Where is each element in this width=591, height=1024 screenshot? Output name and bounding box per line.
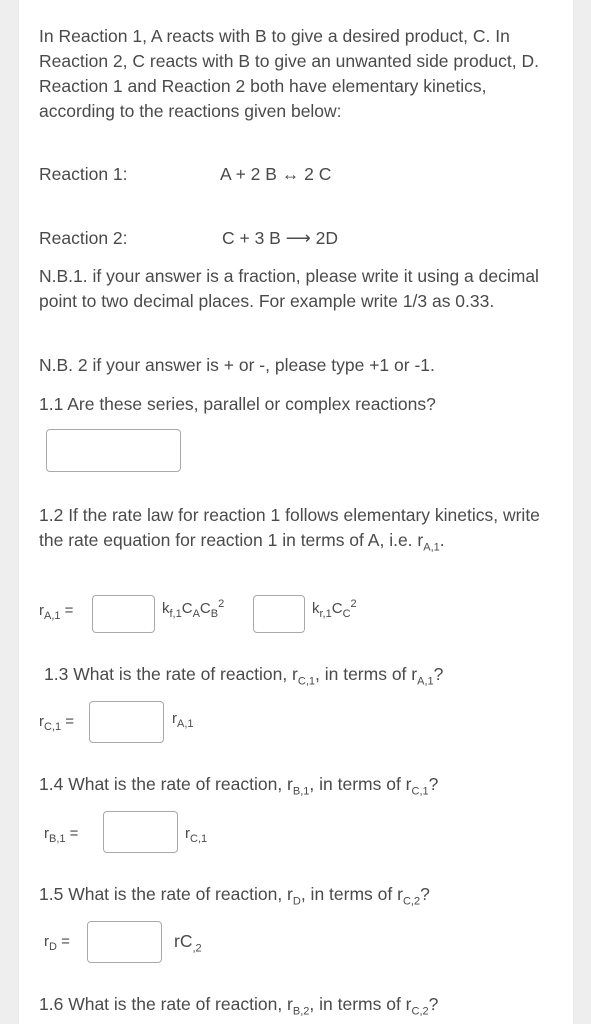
c-sub: C xyxy=(342,608,351,620)
r-symbol: rC xyxy=(174,931,193,951)
q-sub: B,1 xyxy=(292,785,310,798)
k-symbol: k xyxy=(162,600,170,617)
answer-input-1-3[interactable] xyxy=(89,701,164,743)
r-symbol: r xyxy=(39,602,44,619)
rate-a1-term xyxy=(172,710,194,730)
k-sub: r,1 xyxy=(319,608,332,620)
term-reverse xyxy=(312,598,357,620)
q-text: 1.6 What is the rate of reaction, r xyxy=(39,994,293,1014)
rate-c1-label xyxy=(39,713,75,733)
equals-sign: = xyxy=(60,602,74,619)
question-1-6 xyxy=(39,994,439,1018)
q-text: ? xyxy=(420,884,430,904)
reaction2-label: Reaction 2: xyxy=(39,228,128,248)
q-text: 1.5 What is the rate of reaction, r xyxy=(39,884,293,904)
r-symbol: r xyxy=(185,825,190,842)
c-sub: B xyxy=(210,608,219,620)
q2-text-sub: A,1 xyxy=(423,541,440,554)
k-symbol: k xyxy=(312,600,320,617)
q-text: , in terms of r xyxy=(309,774,412,794)
q-sub: A,1 xyxy=(417,675,434,688)
r-symbol: r xyxy=(172,710,177,727)
exponent: 2 xyxy=(218,598,225,610)
answer-input-1-2-coef1[interactable] xyxy=(92,595,155,633)
rate-b1-label xyxy=(44,825,79,845)
q-text: ? xyxy=(433,664,444,684)
rate-c2-term xyxy=(174,931,202,955)
rate-d-label xyxy=(44,933,70,953)
q-text: , in terms of r xyxy=(315,664,418,684)
exponent: 2 xyxy=(350,598,357,610)
q-text: ? xyxy=(428,774,439,794)
question-1-1: 1.1 Are these series, parallel or complex reactions? xyxy=(39,394,436,414)
equals-sign: = xyxy=(56,933,70,950)
k-sub: f,1 xyxy=(169,608,182,620)
answer-input-1-4[interactable] xyxy=(103,811,178,853)
q-text: 1.3 What is the rate of reaction, r xyxy=(44,664,298,684)
question-1-2 xyxy=(39,503,549,553)
q-text: 1.4 What is the rate of reaction, r xyxy=(39,774,293,794)
intro-text: In Reaction 1, A reacts with B to give a desired product, C. In Reaction 2, C reacts with B to give an unwanted side product, D. Reaction 1 and Reaction 2 both have elementary kinetics, according to the reactions given below: xyxy=(39,26,539,121)
r-symbol: r xyxy=(39,713,44,730)
q2-text: 1.2 If the rate law for reaction 1 follows elementary kinetics, write the rate equation for reaction 1 in terms of A, i.e. r xyxy=(39,505,540,550)
note-2: N.B. 2 if your answer is + or -, please type +1 or -1. xyxy=(39,355,435,375)
q-sub: C,1 xyxy=(411,785,429,798)
r-sub: B,1 xyxy=(49,833,66,845)
r-sub: C,1 xyxy=(190,833,208,845)
q-text: ? xyxy=(428,994,439,1014)
question-1-4 xyxy=(39,774,439,798)
r-sub: C,1 xyxy=(44,721,62,733)
reaction1-equation: A + 2 B ↔ 2 C xyxy=(220,164,332,184)
r-sub: A,1 xyxy=(177,718,194,730)
r-symbol: r xyxy=(44,933,49,950)
rate-a1-label xyxy=(39,602,74,622)
question-1-5 xyxy=(39,884,430,908)
q-sub: C,2 xyxy=(411,1005,429,1018)
r-sub: ,2 xyxy=(192,942,202,955)
reaction1-label: Reaction 1: xyxy=(39,164,128,184)
c-symbol: C xyxy=(181,600,193,617)
rate-c1-term xyxy=(185,825,208,845)
q-sub: D xyxy=(292,895,301,908)
equals-sign: = xyxy=(65,825,79,842)
r-symbol: r xyxy=(44,825,49,842)
r-sub: D xyxy=(49,941,57,953)
c-sub: A xyxy=(192,608,200,620)
answer-input-1-5[interactable] xyxy=(87,921,162,963)
q-text: , in terms of r xyxy=(309,994,412,1014)
q-sub: C,1 xyxy=(297,675,315,688)
question-1-3 xyxy=(44,664,444,688)
c-symbol: C xyxy=(331,600,343,617)
answer-input-1-1[interactable] xyxy=(46,429,181,472)
answer-input-1-2-coef2[interactable] xyxy=(253,595,305,633)
reaction2-equation: C + 3 B ⟶ 2D xyxy=(222,228,339,248)
r-sub: A,1 xyxy=(44,610,61,622)
equals-sign: = xyxy=(61,713,75,730)
q2-text-end: . xyxy=(439,530,445,550)
q-sub: C,2 xyxy=(402,895,421,908)
q-text: , in terms of r xyxy=(300,884,403,904)
term-forward xyxy=(162,598,225,620)
c-symbol: C xyxy=(199,600,211,617)
q-sub: B,2 xyxy=(292,1005,310,1018)
note-1: N.B.1. if your answer is a fraction, please write it using a decimal point to two decimal places. For example write 1/3 as 0.33. xyxy=(39,266,539,311)
